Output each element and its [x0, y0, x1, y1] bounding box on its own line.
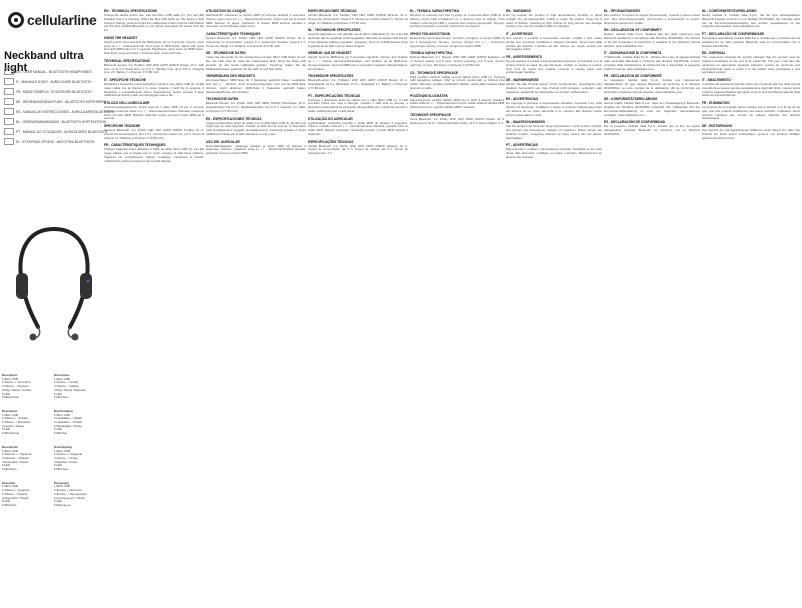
- legend-item: 1 Micro USB: [2, 448, 18, 453]
- text-column-7: [702, 6, 800, 141]
- language-label: NL - GEBRUIKSAANWIJZING - BLUETOOTH KOPTELEFOON: [16, 119, 106, 124]
- legend-item: 6 Microfoon: [54, 467, 69, 472]
- flag-icon: [4, 88, 14, 95]
- section-paragraph: Bluetooth-versie: 4.2. Profielen: HSP, HFP, A2DP, AVRCP. Bereik: 10 m. Gesprekstijd: tot 6 u. Muziektijd: tot 6 u. Oplaadtijd: 2 u. Batterij: Li-Polymeer 3.7V 80 mAh.: [308, 78, 408, 90]
- legend-title: Description: [2, 408, 18, 413]
- section-heading: FR - DÉCLARATION DE CONFORMITÉ: [604, 74, 662, 79]
- section-paragraph: Bluetooth version: 4.2. Profiles: HSP, HFP, A2DP, AVRCP. Range: 10 m. Talk time: up to 6 h. Music time: up to 6 h. Standby time: up to 150 h. Charging time: 2 h. Battery: Li-Polymer 3.7V 80 mAh.: [104, 62, 204, 75]
- legend-item: 3 Volume - / Vorige: [54, 455, 78, 460]
- language-item: [4, 68, 100, 75]
- product-title: Neckband ultra light: [4, 50, 84, 74]
- section-heading: TECHNISCHE SPECIFICATIES: [308, 74, 354, 79]
- section-paragraph: Do not expose the product to high temperatures, humidity or direct sunlight. Do not disassemble, modify or repair the product. Keep out of reach of children. Listening at high volume for long periods may damage hearing. Use only the supplied cable for charging.: [506, 13, 602, 29]
- section-heading: ESPECIFICACIONES TÉCNICAS: [308, 9, 357, 13]
- legend-block: [2, 374, 50, 400]
- legend-item: 5 LED: [2, 391, 10, 396]
- legend-block: [54, 482, 102, 508]
- section-heading: ES - ESPECIFICACIONES TÉCNICAS: [206, 116, 262, 121]
- section-heading: PT - DECLARAÇÃO DE CONFORMIDADE: [702, 32, 765, 36]
- legend-block: [54, 374, 102, 400]
- section-paragraph: Verze Bluetooth: 4.2. Profily: HSP, HFP, A2DP, AVRCP. Dosah: 10 m. Doba hovoru: až 6 h. Doba přehrávání hudby: až 6 h. Doba nabíjení: 2 h.: [410, 116, 505, 125]
- section-paragraph: Encendido/apagado: mantenga pulsado el botón MFB (4) durante 3 segundos. Volumen: pulsación corta en + / -. Responder/finalizar llamada: pulsación corta en el botón MFB.: [206, 143, 306, 155]
- legend-item: 5 LED: [54, 499, 62, 504]
- section-paragraph: Ligar/desligar: mantenha premido o botão MFB (4) durante 3 segundos. Volume: pressão curta em + / -. Atender/terminar chamada: pressão curta no botão MFB. Rejeitar chamada: mantenha premido o botão MFB durante 2 segundos.: [308, 120, 408, 136]
- section-heading: IT - DICHIARAZIONE DI CONFORMITÀ: [604, 51, 662, 56]
- section-paragraph: Ein-/Ausschalten: MFB-Taste (4) 3 Sekunden gedrückt halten. Lautstärke: kurz auf + / - drücken. Anruf annehmen/beenden: kurz auf die MFB-Taste drücken. Anruf ablehnen: MFB-Taste 2 Sekunden gedrückt halten. Wiedergabe/Pause: kurz drücken.: [206, 78, 306, 94]
- legend-item: 2 Volume + / Seguinte: [2, 488, 30, 493]
- section-heading: NL - TECHNISCHE SPECIFICATIES: [308, 28, 361, 33]
- section-heading: IT - SMALTIMENTO: [702, 78, 731, 82]
- section-heading: ES - ADVERTENCIAS: [506, 97, 539, 102]
- section-heading: ES - DECLARACIÓN DE CONFORMIDAD: [604, 120, 666, 125]
- legend-item: 4 Lecture / Pause: [2, 423, 24, 428]
- section-paragraph: Ne pas exposer le produit à des températures élevées, à l'humidité ou à la lumière directe du soleil. Ne pas démonter, modifier ou réparer le produit. Tenir hors de portée des enfants. L'écoute à volume élevé peut endommager l'audition.: [506, 59, 602, 75]
- language-label: ES - MANUAL DE INSTRUCCIONES - AURICULARES BLUETOOTH: [16, 109, 115, 114]
- language-item: [4, 88, 100, 95]
- legend-item: 6 Microphone: [2, 431, 19, 436]
- section-heading: TECHNICKÉ SPECIFIKACE: [410, 112, 451, 117]
- section-heading: EL - ΠΡΟΕΙΔΟΠΟΙΗΣΕΙΣ: [604, 9, 641, 13]
- legend-item: 2 Volume + / Avanti: [54, 380, 78, 385]
- legend-title: Omschrijving: [54, 444, 72, 449]
- section-heading: DE - WARNHINWEISE: [506, 78, 539, 82]
- legend-item: 4 Reproduzir / Pausa: [2, 495, 29, 500]
- section-paragraph: Cargue el dispositivo antes de usarlo con el cable Micro USB (1). El LED rojo indica que se está cargando. Cuando el LED azul se ilumina, el dispositivo está completamente cargado. Emparejamiento: mantenga pulsado el botón multifunción hasta que el LED parpadee en rojo y azul.: [206, 120, 306, 136]
- flag-icon: [4, 128, 14, 135]
- text-column-5: [506, 6, 602, 161]
- text-column-3: [308, 6, 408, 157]
- text-column-1: [104, 6, 204, 164]
- legend-item: 1 Micro USB: [2, 484, 18, 489]
- flag-icon: [4, 98, 14, 105]
- legend-item: 4 Wiedergabe / Pause: [54, 423, 82, 428]
- section-heading: PT - ESPECIFICAÇÕES TÉCNICAS: [308, 93, 361, 98]
- section-paragraph: Έκδοση Bluetooth: 4.2. Προφίλ: HSP, HFP, A2DP, AVRCP. Εμβέλεια: 10 m. Χρόνος ομιλίας: έως 6 ώρες. Χρόνος μουσικής: έως 6 ώρες. Χρόνος φόρτισης: 2 ώρες. Μπαταρία: Li-Polymer 3.7V 80 mAh.: [410, 55, 505, 67]
- section-paragraph: Ενεργοποίηση/απενεργοποίηση: κρατήστε πατημένο το κουμπί MFB (4) για 3 δευτερόλεπτα. Ένταση: σύντομο πάτημα στο + / -. Απάντηση/τερματισμός κλήσης: σύντομο πάτημα στο κουμπί MFB.: [410, 36, 505, 48]
- legend-item: 6 Μικρόφωνο: [54, 502, 71, 507]
- section-paragraph: Il simbolo del cassonetto barrato indica che il prodotto alla fine della propria vita utile deve essere raccolto separatamente dagli altri rifiuti. L'utente dovrà conferire l'apparecchiatura agli idonei centri di raccolta differenziata dei rifiuti elettronici ed elettrotecnici.: [702, 82, 800, 98]
- legend-item: 5 LED: [54, 391, 62, 396]
- flag-icon: [4, 118, 14, 125]
- legend-title: Beschreibung: [54, 408, 73, 413]
- legend-block: [2, 446, 50, 472]
- legend-block: [54, 446, 102, 472]
- section-heading: EN - DISPOSAL: [702, 51, 726, 56]
- section-paragraph: Charge the device before use. Use the Micro USB cable (1). The red LED indicates that it is charging. When the blue LED lights up, the device is fully charged. Pairing: press and hold the multifunction button until the LED flashes red and blue. Enable Bluetooth on your phone and select the device from the list.: [104, 13, 204, 32]
- section-paragraph: Por la presente, Cellular Italia S.p.A. declara que el tipo de equipo radioeléctrico auricular Bluetooth es conforme con la Directiva 2014/53/UE.: [604, 124, 700, 136]
- section-paragraph: Il fabbricante, Cellular Italia S.p.A., dichiara che il tipo di apparecchiatura radio auricolare Bluetooth è conforme alla direttiva 2014/53/UE. Il testo completo della dichiarazione di conformità UE è disponibile al seguente indirizzo Internet: www.cellularline.com.: [604, 55, 700, 71]
- language-label: PT - MANUAL DO UTILIZADOR - AURICULARES BLUETOOTH: [16, 129, 108, 134]
- language-item: [4, 108, 115, 115]
- section-heading: DE - KONFORMITÄTSERKLÄRUNG: [604, 97, 658, 102]
- section-paragraph: Accensione/spegnimento: tenere premuto il tasto MFB (4) per 3 secondi. Volume: pressione breve su + / -. Rispondere/terminare chiamata: pressione breve sul tasto MFB. Rifiutare chiamata: tenere premuto il tasto MFB per 2 secondi.: [104, 105, 204, 121]
- section-heading: ΧΡΗΣΗ ΤΩΝ ΑΚΟΥΣΤΙΚΩΝ: [410, 32, 451, 36]
- flag-icon: [4, 78, 14, 85]
- section-paragraph: Versão Bluetooth: 4.2. Perfis: HSP, HFP, A2DP, AVRCP. Alcance: 10 m. Tempo de conversação: até 6 h. Tempo de música: até 6 h. Tempo de carregamento: 2 h.: [308, 143, 408, 155]
- section-paragraph: Não exponha o produto a temperaturas elevadas, humidade ou luz solar direta. Não desmonte, modifique ou repare o produto. Mantenha fora do alcance das crianças.: [506, 147, 602, 159]
- section-paragraph: Laad het apparaat op voor gebruik met de Micro USB-kabel (1). De rode LED geeft aan dat het apparaat wordt opgeladen. Wanneer de blauwe LED brandt, is het apparaat volledig opgeladen. Koppelen: houd de multifunctionele knop ingedrukt tot de LED rood en blauw knippert.: [308, 32, 408, 48]
- language-label: EN - USER MANUAL - BLUETOOTH HEADPHONES: [16, 69, 92, 74]
- legend-title: Descripción: [2, 444, 19, 449]
- section-paragraph: O(a) abaixo assinado(a) Cellular Italia S.p.A. declara que o presente tipo de equipamento de rádio auricular Bluetooth está em conformidade com a Diretiva 2014/53/UE.: [702, 36, 800, 48]
- legend-item: 5 LED: [2, 427, 10, 432]
- language-label: FR - MODE D'EMPLOI - ÉCOUTEURS BLUETOOTH: [16, 89, 92, 94]
- legend-item: 6 Microfone: [2, 502, 17, 507]
- section-heading: CS - TECHNICKÉ SPECIFIKACE: [410, 70, 459, 75]
- brand-logo: [8, 12, 97, 28]
- legend-item: 2 Volume + / Volgende: [54, 452, 83, 457]
- legend-item: 2 Lautstärke + / Weiter: [54, 416, 83, 421]
- section-paragraph: Das Symbol der durchgestrichenen Mülltonne weist darauf hin, dass das Produkt am Ende seiner Lebensdauer getrennt von anderen Abfällen gesammelt werden muss.: [702, 128, 800, 140]
- section-heading: ΤΕΧΝΙΚΑ ΧΑΡΑΚΤΗΡΙΣΤΙΚΑ: [410, 51, 453, 56]
- section-paragraph: Switch on/off: press and hold the MFB button (4) for 3 seconds. Volume: short press on + / -. Answer/end call: short press on MFB button. Reject call: press and hold MFB button for 2 seconds. Play/Pause: short press on MFB button. Next track: press and hold +. Previous track: press and hold -.: [104, 39, 204, 55]
- section-heading: SPECIFICHE TECNICHE: [104, 124, 141, 128]
- section-paragraph: Marche/arrêt: maintenez le bouton MFB (4) enfoncé pendant 3 secondes. Volume: appui court sur + / -. Répondre/raccrocher: appui court sur le bouton MFB. Refuser un appel: maintenez le bouton MFB enfoncé pendant 2 secondes. Lecture/Pause: appui court.: [206, 13, 306, 29]
- brand-name: cellularline: [27, 12, 97, 28]
- section-paragraph: Chargez l'appareil avant utilisation à l'aide du câble Micro USB (1). La LED rouge indique que la charge est en cours. Lorsque la LED bleue s'allume, l'appareil est complètement chargé. Couplage: maintenez le bouton multifonction enfoncé jusqu'à ce que la LED clignote.: [104, 147, 204, 163]
- section-paragraph: Φορτίστε τη συσκευή πριν από τη χρήση με το καλώδιο Micro USB (1). Η κόκκινη λυχνία LED υποδεικνύει ότι η φόρτιση είναι σε εξέλιξη. Όταν ανάψει η μπλε λυχνία LED, η συσκευή είναι πλήρως φορτισμένη. Σύζευξη: κρατήστε πατημένο το κουμπί πολλαπλών λειτουργιών.: [410, 13, 505, 29]
- text-column-4: [410, 6, 505, 126]
- language-item: [4, 128, 108, 135]
- section-paragraph: Hierbij verklaar ik, Cellular Italia S.p.A., dat het type radioapparatuur Bluetooth-headset conform is met Richtlijn 2014/53/EU. De volledige tekst van de EU-conformiteitsverklaring kan worden geraadpleegd op het volgende internetadres: www.cellularline.com.: [702, 13, 800, 29]
- legend-title: Περιγραφή: [54, 480, 69, 485]
- legend-item: 5 LED: [54, 463, 62, 468]
- legend-item: 6 Microfono: [54, 395, 69, 400]
- section-paragraph: Setzen Sie das Produkt keinen hohen Temperaturen, Feuchtigkeit oder direktem Sonnenlicht aus. Das Produkt nicht zerlegen, verändern oder reparieren. Außerhalb der Reichweite von Kindern aufbewahren.: [506, 82, 602, 94]
- section-heading: EN - TECHNICAL SPECIFICATIONS: [104, 9, 158, 13]
- language-item: [4, 98, 106, 105]
- legend-item: 3 Volume - / Previous: [2, 384, 29, 389]
- legend-item: 3 Volume - / Anterior: [2, 491, 28, 496]
- section-paragraph: No exponga el producto a temperaturas elevadas, humedad o luz solar directa. No desmonte, modifique ni repare el producto. Manténgase fuera del alcance de los niños. Escuchar a un volumen alto durante mucho tiempo puede dañar el oído.: [506, 101, 602, 117]
- button-legend-grid: [2, 374, 102, 508]
- section-paragraph: Před použitím zařízení nabijte pomocí kabelu Micro USB (1). Červená LED signalizuje nabíjení. Když se rozsvítí modrá LED, je zařízení plně nabité. Párování: podržte multifunkční tlačítko, dokud LED nezačne blikat červeně a modře.: [410, 74, 505, 90]
- legend-item: 4 Αναπαραγωγή / Παύση: [54, 495, 86, 500]
- language-item: [4, 118, 106, 125]
- section-heading: UTILISATION DU CASQUE: [206, 9, 246, 13]
- section-paragraph: Stel het product niet bloot aan hoge temperaturen, vocht of direct zonlicht. Het product niet demonteren, wijzigen of repareren. Buiten bereik van kinderen houden. Langdurig luisteren op hoog volume kan het gehoor beschadigen.: [506, 124, 602, 140]
- section-heading: EN - WARNINGS: [506, 9, 531, 13]
- section-paragraph: The crossed-out wheeled bin symbol indicates that the product must be collected separately at the end of its useful life. The user must take the equipment to appropriate separate collection centres for electronic and electrotechnical waste or return it to the retailer when purchasing a new equivalent product.: [702, 55, 800, 75]
- text-column-2: [206, 6, 306, 157]
- section-paragraph: Laden Sie das Gerät vor der Verwendung mit dem Micro USB Kabel (1) auf. Die rote LED zeigt an, dass der Ladevorgang läuft. Wenn die blaue LED leuchtet, ist das Gerät vollständig geladen. Kopplung: Halten Sie die Multifunktionstaste gedrückt, bis die LED rot und blau blinkt.: [206, 55, 306, 71]
- section-paragraph: Version Bluetooth: 4.2. Profils: HSP, HFP, A2DP, AVRCP. Portée: 10 m. Autonomie en conversation: jusqu'à 6 h. Autonomie musique: jusqu'à 6 h. Temps de charge: 2 h. Batterie: Li-Polymère 3.7V 80 mAh.: [206, 36, 306, 48]
- flag-icon: [4, 68, 14, 75]
- language-label: IT - MANUALE D'USO - AURICOLARE BLUETOOTH: [16, 79, 92, 84]
- language-item: [4, 78, 100, 85]
- legend-block: [2, 410, 50, 436]
- legend-item: 4 Play / Pausa / Risposta: [54, 387, 86, 392]
- legend-item: 4 Afspelen / Pauze: [54, 459, 78, 464]
- section-heading: DE - TECHNISCHE DATEN: [206, 51, 246, 56]
- section-heading: IT - SPECIFICHE TECNICHE: [104, 78, 146, 82]
- section-heading: IT - AVVERTENZE: [506, 32, 533, 36]
- legend-item: 1 Micro USB: [2, 376, 18, 381]
- legend-item: 6 Mikrofon: [54, 431, 68, 436]
- section-heading: POUŽÍVÁNÍ SLUCHÁTEK: [410, 93, 448, 98]
- legend-item: 2 Volume + / FF button: [2, 380, 31, 385]
- legend-item: 4 Reproducir / Pausa: [2, 459, 29, 464]
- legend-block: [2, 482, 50, 508]
- section-heading: UTILIZAÇÃO DO AURICULAR: [308, 116, 353, 121]
- legend-block: [54, 410, 102, 436]
- legend-item: 2 Volumen + / Siguiente: [2, 452, 32, 457]
- section-heading: GEBRUIK VAN DE HEADSET: [308, 51, 352, 56]
- language-item: [4, 138, 100, 145]
- legend-item: 3 Ένταση - / Προηγούμενο: [54, 491, 87, 496]
- section-heading: UTILIZZO DELL'AURICOLARE: [104, 101, 150, 105]
- section-paragraph: Versión Bluetooth: 4.2. Perfiles: HSP, HFP, A2DP, AVRCP. Alcance: 10 m. Tiempo de conversación: hasta 6 h. Tiempo de música: hasta 6 h. Tiempo de carga: 2 h. Batería: Li-Polímero 3.7V 80 mAh.: [308, 13, 408, 25]
- section-paragraph: Le soussigné, Cellular Italia S.p.A., déclare que l'équipement radioélectrique du type casque Bluetooth est conforme à la directive 2014/53/UE. Le texte complet de la déclaration UE de conformité est disponible à l'adresse internet suivante: www.cellularline.com.: [604, 78, 700, 94]
- section-heading: VERWENDUNG DES HEADSETS: [206, 74, 255, 79]
- section-heading: CARACTÉRISTIQUES TECHNIQUES: [206, 32, 261, 36]
- section-paragraph: Bluetooth-Version: 4.2. Profile: HSP, HFP, A2DP, AVRCP. Reichweite: 10 m. Gesprächszeit: bis zu 6 h. Musikwiedergabe: bis zu 6 h. Ladezeit: 2 h. Akku: Li-Polymer 3.7V 80 mAh.: [206, 101, 306, 113]
- neckband-headphone-illustration: [8, 221, 100, 341]
- legend-item: 1 Micro USB: [54, 448, 70, 453]
- section-heading: NL - CONFORMITEITSVERKLARING: [702, 9, 757, 13]
- section-paragraph: Carregue o dispositivo antes de utilizar com o cabo Micro USB (1). O LED vermelho indica que está a carregar. Quando o LED azul se acende, o dispositivo está totalmente carregado. Emparelhamento: mantenha premido o botão multifunções até o LED piscar.: [308, 97, 408, 113]
- section-heading: TECHNICAL SPECIFICATIONS: [104, 58, 150, 63]
- section-heading: USO DEL AURICULAR: [206, 139, 240, 144]
- legend-item: 1 Micro USB: [54, 412, 70, 417]
- language-list: [4, 68, 115, 148]
- section-heading: DE - ENTSORGUNG: [702, 124, 733, 128]
- flag-icon: [4, 108, 14, 115]
- cover-column: [0, 6, 115, 606]
- legend-item: 4 Play / Pause / Answer: [2, 387, 32, 392]
- section-paragraph: Aan/uit: houd de MFB-knop (4) 3 seconden ingedrukt. Volume: kort drukken op + / -. Oproep aannemen/beëindigen: kort drukken op de MFB-knop. Oproep weigeren: houd de MFB-knop 2 seconden ingedrukt. Afspelen/Pauze: kort drukken.: [308, 55, 408, 71]
- section-paragraph: Ricaricare il dispositivo prima dell'utilizzo tramite il cavo Micro USB (1). Il LED rosso indica che la ricarica è in corso. Quando il LED blu si accende, il dispositivo è completamente carico. Associazione: tenere premuto il tasto multifunzione finché il LED non lampeggia rosso e blu.: [104, 82, 204, 98]
- section-paragraph: Hereby, Cellular Italia S.p.A. declares that the radio equipment type Bluetooth headset is in compliance with Directive 2014/53/EU. The full text of the EU declaration of conformity is available at the following internet address: www.cellularline.com.: [604, 32, 700, 48]
- legend-item: 1 Micro USB: [54, 484, 70, 489]
- section-heading: PT - ADVERTÊNCIAS: [506, 143, 538, 148]
- section-heading: EN - DECLARATION OF CONFORMITY: [604, 28, 662, 33]
- legend-title: Descrição: [2, 480, 16, 485]
- section-paragraph: Versione Bluetooth: 4.2. Profili: HSP, HFP, A2DP, AVRCP. Portata: 10 m. Autonomia conversazione: fino a 6 h. Autonomia musica: fino a 6 h. Tempo di ricarica: 2 h. Batteria: Li-Polymer 3.7V 80 mAh.: [104, 128, 204, 140]
- language-label: EL - ΕΓΧΕΙΡΙΔΙΟ ΧΡΗΣΗΣ - ΑΚΟΥΣΤΙΚΑ BLUETOOTH: [16, 139, 95, 144]
- section-heading: FR - AVERTISSEMENTS: [506, 55, 542, 59]
- legend-item: 6 Micrófono: [2, 467, 17, 472]
- section-paragraph: Zapnutí/vypnutí: podržte tlačítko MFB (4) po dobu 3 sekund. Hlasitost: krátké stisknutí + / -. Přijetí/ukončení hovoru: krátké stisknutí tlačítka MFB. Odmítnutí hovoru: podržte tlačítko MFB 2 sekundy.: [410, 97, 505, 109]
- language-label: DE - BEDIENUNGSANLEITUNG - BLUETOOTH KOPFHÖRER: [16, 99, 106, 104]
- section-paragraph: Le symbole de la poubelle barrée indique que le produit, à la fin de sa vie utile, doit être collecté séparément des autres déchets. L'utilisateur devra remettre l'appareil aux centres de collecte sélective des déchets électroniques.: [702, 105, 800, 121]
- legend-item: 3 Volumen - / Anterior: [2, 455, 29, 460]
- cellularline-logo-icon: [8, 12, 24, 28]
- section-paragraph: Non esporre il prodotto a temperature elevate, umidità o luce solare diretta. Non smontare, modificare o riparare il prodotto. Tenere fuori dalla portata dei bambini. L'ascolto ad alto volume per lunghi periodi può danneggiare l'udito.: [506, 36, 602, 52]
- legend-item: 1 Micro USB: [2, 412, 18, 417]
- legend-item: 2 Ένταση + / Επόμενο: [54, 488, 82, 493]
- section-heading: ESPECIFICAÇÕES TÉCNICAS: [308, 139, 354, 144]
- text-column-6: [604, 6, 700, 138]
- legend-item: 1 Micro USB: [54, 376, 70, 381]
- legend-item: 3 Volume - / Indietro: [54, 384, 80, 389]
- section-paragraph: Hiermit erklärt Cellular Italia S.p.A., dass der Funkanlagentyp Bluetooth-Headset der Richtlinie 2014/53/EU entspricht. Der vollständige Text der EU-Konformitätserklärung ist unter der folgenden Internetadresse verfügbar: www.cellularline.com.: [604, 101, 700, 117]
- legend-item: 3 Lautstärke - / Zurück: [54, 420, 82, 425]
- section-heading: TECHNISCHE DATEN: [206, 97, 239, 102]
- section-heading: USING THE HEADSET: [104, 35, 138, 40]
- legend-item: 5 LED: [54, 427, 62, 432]
- legend-item: 5 LED: [2, 499, 10, 504]
- section-heading: NL - WAARSCHUWINGEN: [506, 120, 545, 125]
- legend-item: 5 LED: [2, 463, 10, 468]
- legend-title: Descrizione: [54, 373, 70, 377]
- legend-item: 6 Microphone: [2, 395, 19, 400]
- legend-item: 3 Volume - / Précédent: [2, 420, 31, 425]
- section-paragraph: Μην εκθέτετε το προϊόν σε υψηλές θερμοκρασίες, υγρασία ή άμεσο ηλιακό φως. Μην αποσυναρμολογείτε, τροποποιείτε ή επισκευάζετε το προϊόν. Φυλάσσετε μακριά από παιδιά.: [604, 13, 700, 25]
- section-heading: EL - ΤΕΧΝΙΚΑ ΧΑΡΑΚΤΗΡΙΣΤΙΚΑ: [410, 9, 460, 13]
- section-heading: FR - CARACTÉRISTIQUES TECHNIQUES: [104, 143, 166, 148]
- section-heading: FR - ÉLIMINATION: [702, 101, 730, 105]
- flag-icon: [4, 138, 14, 145]
- legend-item: 2 Volume + / Suivant: [2, 416, 28, 421]
- legend-title: Description: [2, 373, 18, 377]
